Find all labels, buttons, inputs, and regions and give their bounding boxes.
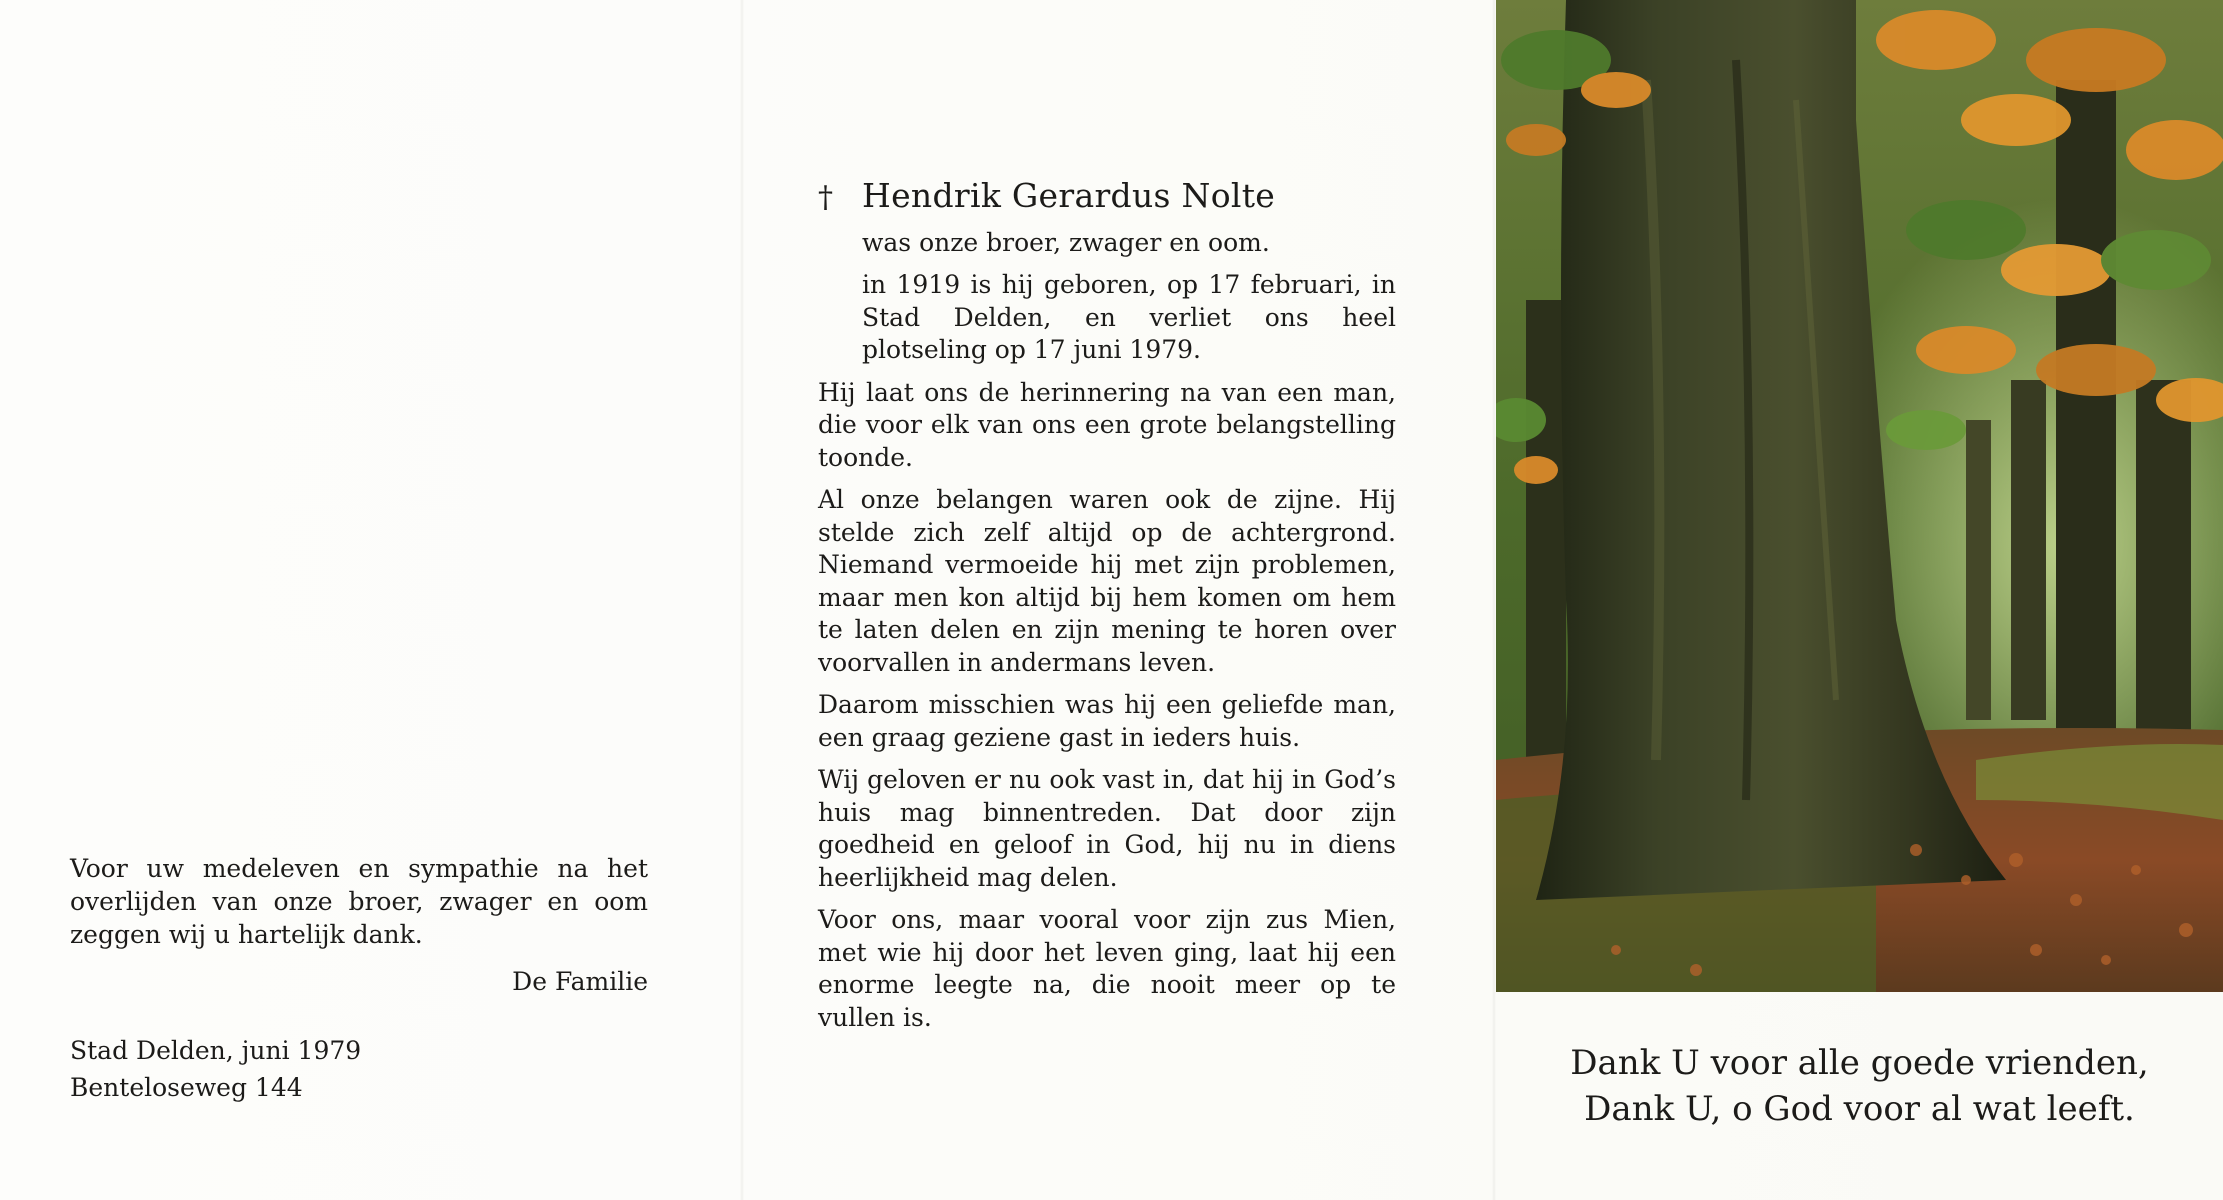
verse-line-1: Dank U voor alle goede vrienden, bbox=[1570, 1043, 2149, 1083]
fold-line-left bbox=[740, 0, 744, 1200]
verse bbox=[1496, 1040, 2223, 1132]
intro-dates: in 1919 is hij geboren, op 17 februari, in Stad Delden, en verliet ons heel plotseling op 17 juni 1979. bbox=[862, 270, 1396, 364]
thanks-text: Voor uw medeleven en sympathie na het overlijden van onze broer, zwager en oom zeggen wij u hartelijk dank. bbox=[70, 854, 648, 949]
place-date: Stad Delden, juni 1979 bbox=[70, 1036, 362, 1065]
intro-relation: was onze broer, zwager en oom. bbox=[862, 227, 1270, 257]
paragraph-memory: Hij laat ons de herinnering na van een man, die voor elk van ons een grote belangstelling toonde. bbox=[818, 377, 1396, 472]
left-panel bbox=[70, 852, 648, 1104]
cross-icon: † bbox=[818, 180, 833, 215]
signature: De Familie bbox=[512, 967, 648, 996]
address: Benteloseweg 144 bbox=[70, 1073, 303, 1102]
paragraph-sister: Voor ons, maar vooral voor zijn zus Mien, met wie hij door het leven ging, laat hij een enorme leegte na, die nooit meer op te vullen is. bbox=[818, 905, 1396, 1032]
autumn-tree-photo bbox=[1496, 0, 2223, 992]
heading bbox=[818, 176, 1396, 215]
paragraph-beloved: Daarom misschien was hij een geliefde man, een graag geziene gast in ieders huis. bbox=[818, 690, 1396, 752]
middle-panel bbox=[818, 176, 1396, 1044]
deceased-name: Hendrik Gerardus Nolte bbox=[862, 176, 1276, 215]
paragraph-faith: Wij geloven er nu ook vast in, dat hij in God’s huis mag binnentreden. Dat door zijn goedheid en geloof in God, hij nu in diens heerlijkheid mag delen. bbox=[818, 765, 1396, 892]
verse-line-2: Dank U, o God voor al wat leeft. bbox=[1584, 1089, 2135, 1129]
paragraph-interests: Al onze belangen waren ook de zijne. Hij stelde zich zelf altijd op de achtergrond. Niemand vermoeide hij met zijn problemen, maar men kon altijd bij hem komen om hem te laten delen en zijn mening te horen over voorvallen in andermans leven. bbox=[818, 485, 1396, 677]
